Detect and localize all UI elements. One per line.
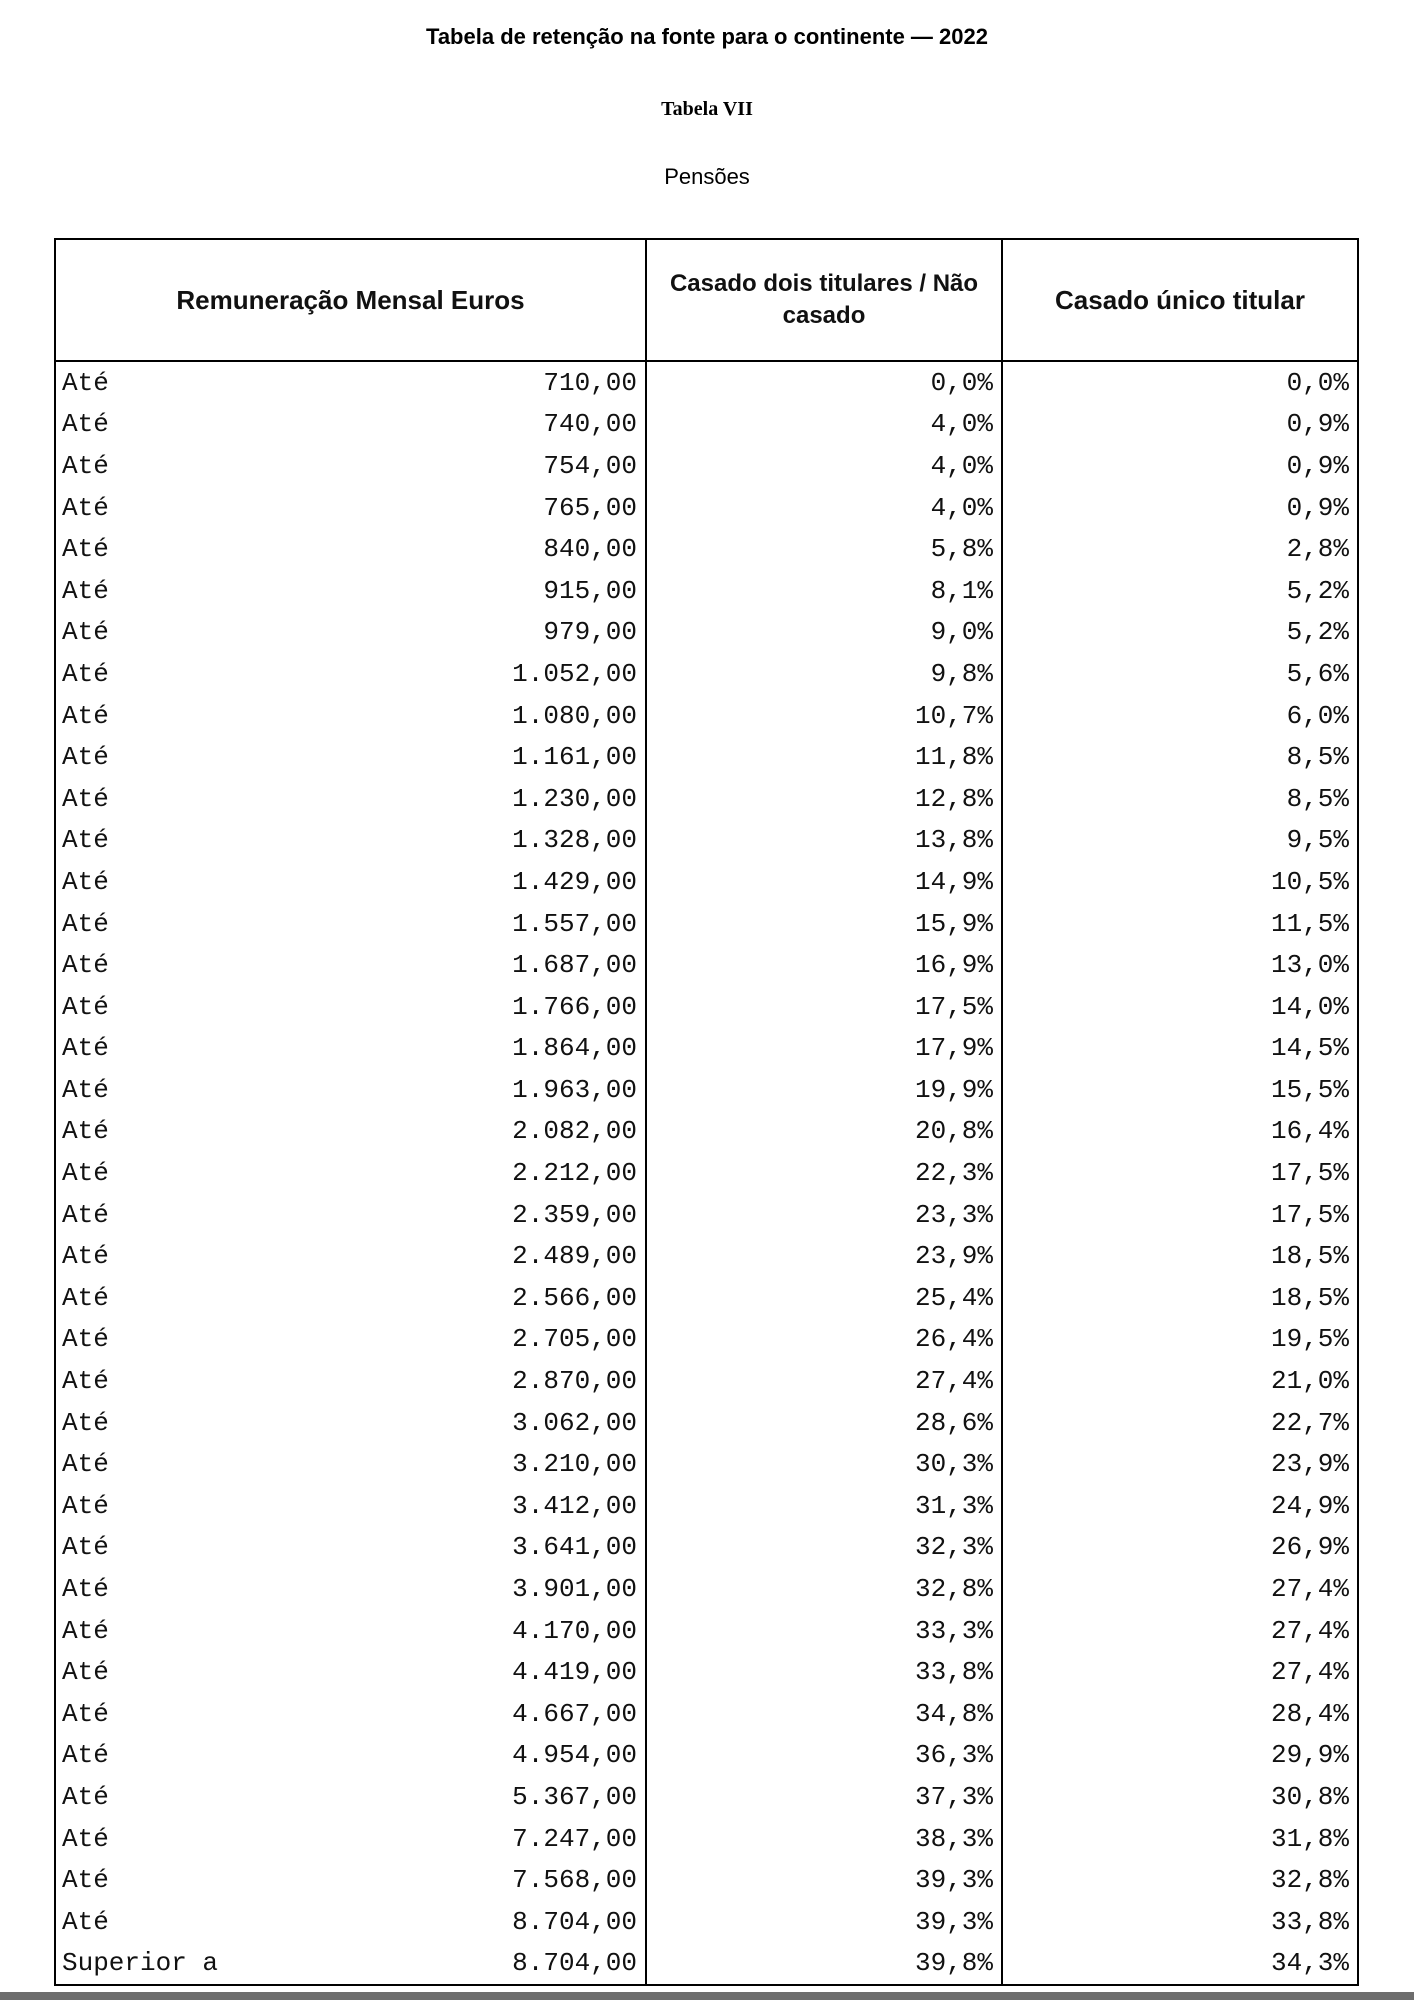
limit-amount: 754,00 [543,450,637,481]
limit-amount: 1.080,00 [512,700,637,731]
limit-amount: 4.419,00 [512,1657,637,1688]
income-limit-cell [55,653,646,695]
limit-amount: 4.954,00 [512,1740,637,1771]
limit-amount: 740,00 [543,409,637,440]
limit-label: Até [62,658,109,689]
rate-single-holder-cell: 15,5% [1002,1069,1358,1111]
limit-label: Até [62,1865,109,1896]
limit-label: Até [62,409,109,440]
limit-amount: 2.082,00 [512,1116,637,1147]
limit-label: Até [62,1116,109,1147]
rate-single-holder-cell: 18,5% [1002,1235,1358,1277]
limit-label: Até [62,908,109,939]
rate-two-holders-cell: 28,6% [646,1402,1002,1444]
rate-single-holder-cell: 27,4% [1002,1651,1358,1693]
limit-amount: 7.568,00 [512,1865,637,1896]
rate-two-holders-cell: 27,4% [646,1360,1002,1402]
header-married-single-holder: Casado único titular [1002,239,1358,361]
limit-label: Até [62,617,109,648]
rate-single-holder-cell: 5,2% [1002,570,1358,612]
income-limit-cell [55,1111,646,1153]
rate-single-holder-cell: 8,5% [1002,736,1358,778]
rate-two-holders-cell: 8,1% [646,570,1002,612]
page-title: Tabela de retenção na fonte para o continente — 2022 [426,24,988,49]
rate-single-holder-cell: 17,5% [1002,1194,1358,1236]
rate-two-holders-cell: 39,3% [646,1859,1002,1901]
limit-amount: 1.766,00 [512,991,637,1022]
limit-amount: 979,00 [543,617,637,648]
income-limit-cell [55,1028,646,1070]
rate-single-holder-cell: 8,5% [1002,778,1358,820]
rate-single-holder-cell: 19,5% [1002,1319,1358,1361]
rate-single-holder-cell: 27,4% [1002,1568,1358,1610]
income-limit-cell [55,778,646,820]
limit-label: Até [62,950,109,981]
limit-label: Até [62,1241,109,1272]
table-row [55,1360,1358,1402]
limit-label: Até [62,1781,109,1812]
table-row [55,528,1358,570]
income-limit-cell [55,1485,646,1527]
table-row [55,1776,1358,1818]
limit-amount: 3.062,00 [512,1407,637,1438]
limit-amount: 710,00 [543,367,637,398]
table-row [55,1028,1358,1070]
rate-two-holders-cell: 23,9% [646,1235,1002,1277]
limit-label: Até [62,1740,109,1771]
income-limit-cell [55,820,646,862]
table-row [55,903,1358,945]
rate-two-holders-cell: 33,3% [646,1610,1002,1652]
limit-label: Até [62,575,109,606]
rate-two-holders-cell: 38,3% [646,1818,1002,1860]
rate-single-holder-cell: 16,4% [1002,1111,1358,1153]
income-limit-cell [55,903,646,945]
income-limit-cell [55,1194,646,1236]
rate-single-holder-cell: 22,7% [1002,1402,1358,1444]
rate-two-holders-cell: 36,3% [646,1735,1002,1777]
rate-two-holders-cell: 15,9% [646,903,1002,945]
table-row [55,1443,1358,1485]
table-row [55,1610,1358,1652]
limit-amount: 3.412,00 [512,1490,637,1521]
income-limit-cell [55,404,646,446]
limit-amount: 2.489,00 [512,1241,637,1272]
limit-amount: 4.667,00 [512,1698,637,1729]
limit-amount: 1.328,00 [512,825,637,856]
limit-label: Até [62,1033,109,1064]
income-limit-cell [55,1069,646,1111]
rate-two-holders-cell: 17,5% [646,986,1002,1028]
rate-two-holders-cell: 37,3% [646,1776,1002,1818]
income-limit-cell [55,695,646,737]
rate-two-holders-cell: 13,8% [646,820,1002,862]
income-limit-cell [55,1568,646,1610]
income-limit-cell [55,1818,646,1860]
rate-two-holders-cell: 39,3% [646,1901,1002,1943]
rate-two-holders-cell: 31,3% [646,1485,1002,1527]
limit-amount: 2.566,00 [512,1282,637,1313]
table-row [55,778,1358,820]
table-row [55,361,1358,404]
income-limit-cell [55,1776,646,1818]
rate-two-holders-cell: 34,8% [646,1693,1002,1735]
header-married-two-holders: Casado dois titulares / Não casado [646,239,1002,361]
table-row [55,1818,1358,1860]
rate-single-holder-cell: 5,2% [1002,612,1358,654]
limit-label: Até [62,825,109,856]
income-limit-cell [55,528,646,570]
table-row [55,1319,1358,1361]
limit-amount: 5.367,00 [512,1781,637,1812]
limit-label: Até [62,1158,109,1189]
rate-single-holder-cell: 0,0% [1002,361,1358,404]
income-limit-cell [55,1443,646,1485]
limit-amount: 1.864,00 [512,1033,637,1064]
income-limit-cell [55,1651,646,1693]
income-limit-cell [55,361,646,404]
limit-label: Superior a [62,1948,219,1979]
income-limit-cell [55,570,646,612]
table-row [55,861,1358,903]
limit-label: Até [62,1324,109,1355]
limit-amount: 3.641,00 [512,1532,637,1563]
rate-single-holder-cell: 17,5% [1002,1152,1358,1194]
limit-amount: 3.901,00 [512,1574,637,1605]
table-number: Tabela VII [661,98,753,120]
limit-amount: 1.963,00 [512,1074,637,1105]
limit-label: Até [62,534,109,565]
limit-amount: 2.870,00 [512,1366,637,1397]
rate-two-holders-cell: 39,8% [646,1943,1002,1986]
limit-label: Até [62,367,109,398]
table-body [55,361,1358,1985]
rate-single-holder-cell: 9,5% [1002,820,1358,862]
rate-single-holder-cell: 34,3% [1002,1943,1358,1986]
rate-two-holders-cell: 19,9% [646,1069,1002,1111]
limit-label: Até [62,866,109,897]
rate-two-holders-cell: 0,0% [646,361,1002,404]
rate-two-holders-cell: 11,8% [646,736,1002,778]
income-limit-cell [55,1859,646,1901]
limit-amount: 2.359,00 [512,1199,637,1230]
limit-label: Até [62,1615,109,1646]
limit-amount: 1.052,00 [512,658,637,689]
viewer-bottom-bar [0,1992,1414,2000]
table-row [55,1859,1358,1901]
income-limit-cell [55,612,646,654]
table-header-row [55,239,1358,361]
rate-single-holder-cell: 27,4% [1002,1610,1358,1652]
rate-two-holders-cell: 4,0% [646,445,1002,487]
table-row [55,1069,1358,1111]
limit-label: Até [62,700,109,731]
income-limit-cell [55,1277,646,1319]
rate-single-holder-cell: 29,9% [1002,1735,1358,1777]
rate-two-holders-cell: 23,3% [646,1194,1002,1236]
rate-two-holders-cell: 14,9% [646,861,1002,903]
withholding-table [54,238,1359,1986]
rate-two-holders-cell: 32,8% [646,1568,1002,1610]
rate-two-holders-cell: 32,3% [646,1527,1002,1569]
table-row [55,1152,1358,1194]
income-limit-cell [55,1235,646,1277]
table-row [55,1485,1358,1527]
limit-label: Até [62,1449,109,1480]
limit-label: Até [62,1823,109,1854]
income-limit-cell [55,1319,646,1361]
limit-label: Até [62,1657,109,1688]
limit-amount: 2.705,00 [512,1324,637,1355]
limit-label: Até [62,1366,109,1397]
table-row [55,1693,1358,1735]
table-row [55,404,1358,446]
table-row [55,1901,1358,1943]
limit-label: Até [62,742,109,773]
table-row [55,1527,1358,1569]
limit-amount: 915,00 [543,575,637,606]
table-row [55,445,1358,487]
income-limit-cell [55,861,646,903]
limit-amount: 7.247,00 [512,1823,637,1854]
rate-single-holder-cell: 26,9% [1002,1527,1358,1569]
rate-single-holder-cell: 33,8% [1002,1901,1358,1943]
limit-amount: 4.170,00 [512,1615,637,1646]
rate-two-holders-cell: 9,0% [646,612,1002,654]
table-row [55,1111,1358,1153]
rate-two-holders-cell: 30,3% [646,1443,1002,1485]
limit-amount: 8.704,00 [512,1948,637,1979]
rate-single-holder-cell: 32,8% [1002,1859,1358,1901]
limit-label: Até [62,1574,109,1605]
limit-label: Até [62,1906,109,1937]
limit-label: Até [62,991,109,1022]
rate-two-holders-cell: 22,3% [646,1152,1002,1194]
rate-single-holder-cell: 28,4% [1002,1693,1358,1735]
limit-amount: 1.230,00 [512,783,637,814]
table-row [55,1651,1358,1693]
limit-amount: 1.429,00 [512,866,637,897]
table-row [55,1277,1358,1319]
income-limit-cell [55,1402,646,1444]
limit-label: Até [62,1074,109,1105]
limit-label: Até [62,1532,109,1563]
rate-single-holder-cell: 6,0% [1002,695,1358,737]
limit-amount: 840,00 [543,534,637,565]
income-limit-cell [55,944,646,986]
income-limit-cell [55,1360,646,1402]
table-row [55,1943,1358,1986]
rate-two-holders-cell: 20,8% [646,1111,1002,1153]
income-limit-cell [55,445,646,487]
rate-single-holder-cell: 0,9% [1002,487,1358,529]
limit-amount: 2.212,00 [512,1158,637,1189]
rate-single-holder-cell: 18,5% [1002,1277,1358,1319]
limit-label: Até [62,450,109,481]
table-row [55,653,1358,695]
table-row [55,820,1358,862]
rate-two-holders-cell: 5,8% [646,528,1002,570]
rate-single-holder-cell: 24,9% [1002,1485,1358,1527]
limit-label: Até [62,1698,109,1729]
rate-single-holder-cell: 23,9% [1002,1443,1358,1485]
limit-label: Até [62,492,109,523]
rate-two-holders-cell: 17,9% [646,1028,1002,1070]
header-monthly-income: Remuneração Mensal Euros [55,239,646,361]
rate-single-holder-cell: 21,0% [1002,1360,1358,1402]
table-row [55,736,1358,778]
table-row [55,1402,1358,1444]
limit-label: Até [62,1490,109,1521]
table-row [55,944,1358,986]
rate-two-holders-cell: 25,4% [646,1277,1002,1319]
income-limit-cell [55,986,646,1028]
limit-amount: 1.161,00 [512,742,637,773]
income-limit-cell [55,1901,646,1943]
income-limit-cell [55,736,646,778]
income-limit-cell [55,1152,646,1194]
rate-two-holders-cell: 9,8% [646,653,1002,695]
limit-label: Até [62,1282,109,1313]
rate-single-holder-cell: 14,0% [1002,986,1358,1028]
rate-single-holder-cell: 0,9% [1002,445,1358,487]
rate-two-holders-cell: 4,0% [646,487,1002,529]
rate-single-holder-cell: 11,5% [1002,903,1358,945]
rate-two-holders-cell: 16,9% [646,944,1002,986]
rate-two-holders-cell: 33,8% [646,1651,1002,1693]
income-limit-cell [55,1943,646,1986]
income-limit-cell [55,1735,646,1777]
rate-single-holder-cell: 30,8% [1002,1776,1358,1818]
limit-amount: 765,00 [543,492,637,523]
table-row [55,986,1358,1028]
limit-amount: 3.210,00 [512,1449,637,1480]
limit-label: Até [62,1407,109,1438]
table-row [55,1568,1358,1610]
rate-two-holders-cell: 26,4% [646,1319,1002,1361]
table-row [55,695,1358,737]
income-limit-cell [55,487,646,529]
rate-single-holder-cell: 13,0% [1002,944,1358,986]
limit-amount: 1.557,00 [512,908,637,939]
rate-single-holder-cell: 14,5% [1002,1028,1358,1070]
rate-two-holders-cell: 10,7% [646,695,1002,737]
income-limit-cell [55,1693,646,1735]
table-row [55,487,1358,529]
table-row [55,570,1358,612]
limit-amount: 8.704,00 [512,1906,637,1937]
rate-single-holder-cell: 0,9% [1002,404,1358,446]
rate-single-holder-cell: 5,6% [1002,653,1358,695]
income-limit-cell [55,1527,646,1569]
rate-single-holder-cell: 2,8% [1002,528,1358,570]
rate-single-holder-cell: 10,5% [1002,861,1358,903]
income-limit-cell [55,1610,646,1652]
table-row [55,612,1358,654]
rate-single-holder-cell: 31,8% [1002,1818,1358,1860]
rate-two-holders-cell: 12,8% [646,778,1002,820]
table-row [55,1194,1358,1236]
limit-label: Até [62,1199,109,1230]
table-caption: Pensões [664,164,750,189]
limit-label: Até [62,783,109,814]
limit-amount: 1.687,00 [512,950,637,981]
table-row [55,1235,1358,1277]
table-row [55,1735,1358,1777]
rate-two-holders-cell: 4,0% [646,404,1002,446]
